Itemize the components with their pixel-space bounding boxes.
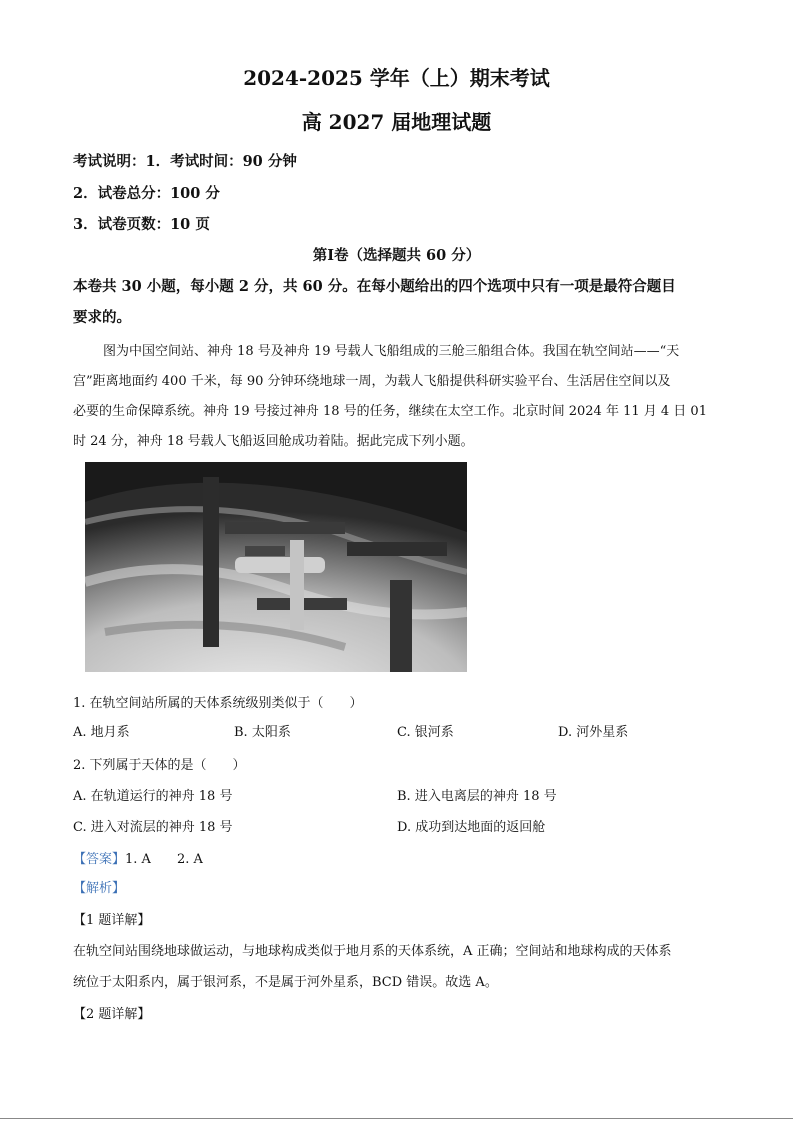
passage-line: 必要的生命保障系统。神舟 19 号接过神舟 18 号的任务，继续在太空工作。北京时间 2024 年 11 月 4 日 01 xyxy=(73,404,707,419)
space-station-photo xyxy=(85,462,467,672)
question-2-option-b: B. 进入电离层的神舟 18 号 xyxy=(397,789,557,804)
exam-title: 2024-2025 学年（上）期末考试 xyxy=(243,66,550,90)
question-1-option-a: A. 地月系 xyxy=(73,725,130,740)
question-2-option-c: C. 进入对流层的神舟 18 号 xyxy=(73,820,233,835)
question-2-option-a: A. 在轨道运行的神舟 18 号 xyxy=(73,789,233,804)
section-title: 第Ⅰ卷（选择题共 60 分） xyxy=(312,247,481,264)
answer-label: 【答案】 xyxy=(73,852,126,867)
question-2-option-d: D. 成功到达地面的返回舱 xyxy=(397,820,546,835)
analysis-label: 【解析】 xyxy=(73,881,126,896)
q2-explanation-heading: 【2 题详解】 xyxy=(73,1007,151,1022)
q1-explanation-line: 统位于太阳系内，属于银河系，不是属于河外星系，BCD 错误。故选 A。 xyxy=(73,975,498,990)
q1-explanation-line: 在轨空间站围绕地球做运动，与地球构成类似于地月系的天体系统，A 正确；空间站和地球构成的天体系 xyxy=(73,944,672,959)
passage-line: 时 24 分，神舟 18 号载人飞船返回舱成功着陆。据此完成下列小题。 xyxy=(73,434,474,449)
q1-explanation-heading: 【1 题详解】 xyxy=(73,913,151,928)
exam-note-time: 考试说明：1．考试时间：90 分钟 xyxy=(73,153,297,170)
answer-text: 1. A 2. A xyxy=(125,852,203,867)
section-instruction: 本卷共 30 小题，每小题 2 分，共 60 分。在每小题给出的四个选项中只有一项是最符合题目 xyxy=(73,278,676,295)
passage-line: 宫”距离地面约 400 千米，每 90 分钟环绕地球一周，为载人飞船提供科研实验平台、生活居住空间以及 xyxy=(73,374,671,389)
passage-line: 图为中国空间站、神舟 18 号及神舟 19 号载人飞船组成的三舱三船组合体。我国在轨空间站——“天 xyxy=(103,344,680,359)
section-instruction-cont: 要求的。 xyxy=(73,309,131,326)
question-1-option-b: B. 太阳系 xyxy=(234,725,291,740)
question-2-stem: 2. 下列属于天体的是（ ） xyxy=(73,758,246,773)
page-bottom-rule xyxy=(0,1118,793,1119)
question-1-stem: 1. 在轨空间站所属的天体系统级别类似于（ ） xyxy=(73,696,363,711)
space-station-illustration xyxy=(85,462,467,672)
exam-note-pages: 3．试卷页数：10 页 xyxy=(73,216,210,233)
exam-subtitle: 高 2027 届地理试题 xyxy=(301,110,492,134)
question-1-option-d: D. 河外星系 xyxy=(558,725,629,740)
answer-row xyxy=(73,848,203,867)
question-1-option-c: C. 银河系 xyxy=(397,725,454,740)
exam-note-score: 2．试卷总分：100 分 xyxy=(73,185,220,202)
